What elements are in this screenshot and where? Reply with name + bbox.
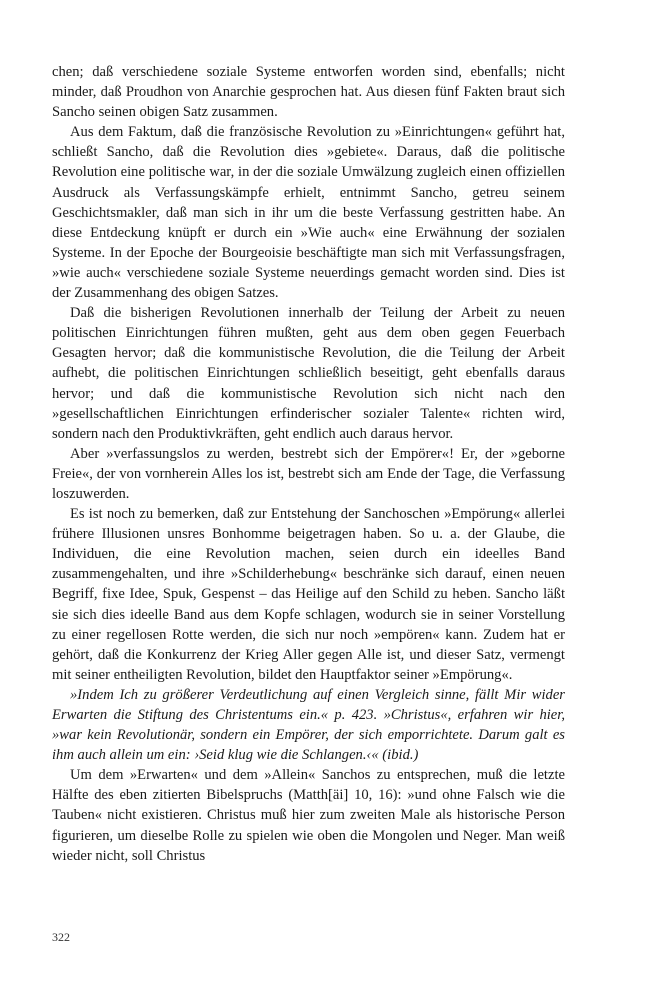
- paragraph-continuation: chen; daß verschiedene soziale Systeme entworfen worden sind, ebenfalls; nicht minder, daß Proudhon von Anarchie gesprochen hat. Aus diesen fünf Fakten braut sich Sancho seinen obigen Satz zusammen.: [52, 64, 565, 121]
- paragraph-constitutionless: Aber »verfassungslos zu werden, bestrebt sich der Empörer«! Er, der »geborne Freie«, der von vornherein Alles los ist, bestrebt sich am Ende der Tage, die Verfassung loszuwerden.: [52, 445, 565, 502]
- paragraph-bible-verse: Um dem »Erwarten« und dem »Allein« Sanchos zu entsprechen, muß die letzte Hälfte des eben zitierten Bibelspruchs (Matth[äi] 10, 16): »und ohne Falsch wie die Tauben« nicht existieren. Christus muß hier zum zweiten Male als historische Person figurieren, um dieselbe Rolle zu spielen wie oben die Mongolen und Neger. Man weiß wieder nicht, soll Christus: [52, 767, 565, 864]
- paragraph-french-revolution: Aus dem Faktum, daß die französische Revolution zu »Einrichtungen« geführt hat, schließt Sancho, daß die Revolution dies »gebiete«. Daraus, daß die politische Revolution eine politische war, in der die soziale Umwälzung zugleich einen offiziellen Ausdruck als Verfassungskämpfe erhielt, entnimmt Sancho, getreu seinem Geschichtsmakler, daß man sich in ihr um die beste Verfassung gestritten habe. An diese Entdeckung knüpft er durch ein »Wie auch« eine Erwähnung der sozialen Systeme. In der Epoche der Bourgeoisie beschäftigte man sich mit Verfassungsfragen, »wie auch« verschiedene soziale Systeme neuerdings gemacht worden sind. Dies ist der Zusammenhang des obigen Satzes.: [52, 124, 565, 302]
- paragraph-christ-quote: »Indem Ich zu größerer Verdeutlichung auf einen Vergleich sinne, fällt Mir wider Erwarten die Stiftung des Christentums ein.« p. 423. »Christus«, erfahren wir hier, »war kein Revolutionär, sondern ein Empörer, der sich emporrichtete. Darum galt es ihm auch allein um ein: ›Seid klug wie die Schlangen.‹« (ibid.): [52, 686, 565, 764]
- paragraph-sancho-rebellion: Es ist noch zu bemerken, daß zur Entstehung der Sanchoschen »Empörung« allerlei frühere Illusionen unsres Bonhomme beigetragen haben. So u. a. der Glaube, die Individuen, die eine Revolution machen, seien durch ein ideelles Band zusammengehalten, und ihre »Schilderhebung« beschränke sich darauf, einen neuen Begriff, fixe Idee, Spuk, Gespenst – das Heilige auf den Schild zu heben. Sancho läßt sie sich dies ideelle Band aus dem Kopfe schlagen, wodurch sie in seiner Vorstellung zu einer regellosen Rotte werden, die sich nur noch »empören« kann. Zudem hat er gehört, daß die Konkurrenz der Krieg Aller gegen Alle ist, und dieser Satz, vermengt mit seiner entheiligten Revolution, bildet den Hauptfaktor seiner »Empörung«.: [52, 506, 565, 683]
- page-number: 322: [52, 930, 70, 944]
- page-body: [52, 62, 565, 866]
- paragraph-division-of-labor: Daß die bisherigen Revolutionen innerhalb der Teilung der Arbeit zu neuen politischen Einrichtungen führen mußten, geht aus dem oben gegen Feuerbach Gesagten hervor; daß die kommunistische Revolution, die die Teilung der Arbeit aufhebt, die politischen Einrichtungen schließlich beseitigt, geht ebenfalls daraus hervor; und daß die kommunistische Revolution sich nicht nach den »gesellschaftlichen Einrichtungen erfinderischer sozialer Talente« richten wird, sondern nach den Produktivkräften, geht endlich auch daraus hervor.: [52, 305, 565, 442]
